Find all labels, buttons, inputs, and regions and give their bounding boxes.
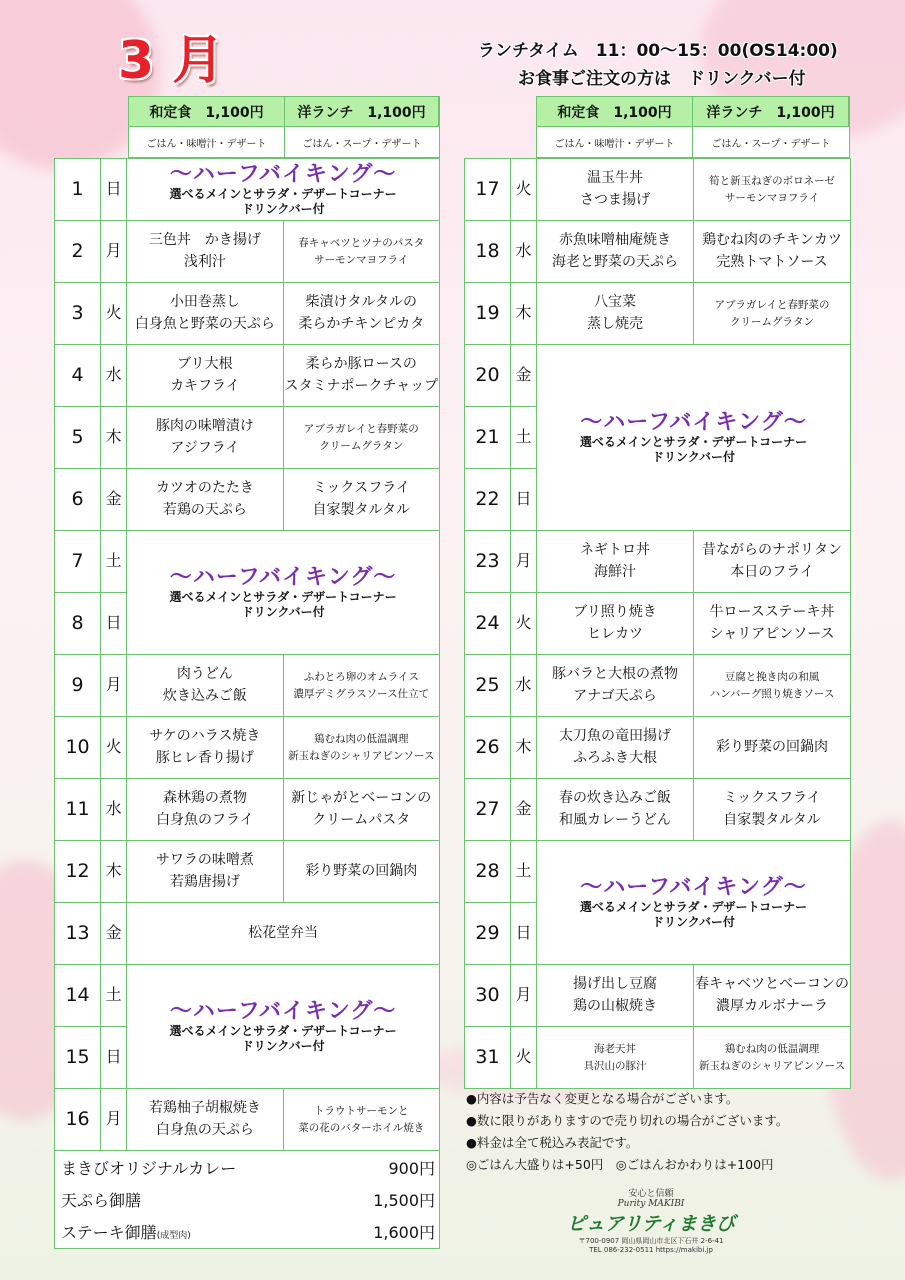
washoku-line: 鶏の山椒焼き [573, 997, 657, 1014]
washoku-line: 赤魚味噌柚庵焼き [559, 231, 671, 248]
washoku-line: 白身魚の天ぷら [155, 1121, 254, 1138]
yoshoku-line: 新玉ねぎのシャリアピンソース [288, 749, 435, 762]
washoku-menu [537, 159, 694, 221]
day-of-week: 火 [101, 283, 127, 345]
day-row [465, 345, 851, 407]
note-line: ●数に限りがありますので売り切れの場合がございます。 [466, 1113, 789, 1128]
yoshoku-line: 自家製タルタル [723, 811, 821, 828]
day-row [55, 221, 440, 283]
day-of-week: 金 [511, 779, 537, 841]
washoku-menu [127, 283, 283, 345]
day-number: 19 [465, 283, 511, 345]
washoku-line: 豚肉の味噌漬け [155, 417, 254, 434]
special-menu: 松花堂弁当 [127, 903, 440, 965]
yoshoku-line: 本日のフライ [730, 563, 814, 580]
buffet-sub: 選べるメインとサラダ・デザートコーナー [169, 590, 397, 605]
yoshoku-line: クリームグラタン [319, 439, 404, 452]
day-of-week: 金 [511, 345, 537, 407]
day-of-week: 土 [511, 841, 537, 903]
day-number: 23 [465, 531, 511, 593]
washoku-line: 海老天丼 [594, 1043, 636, 1056]
washoku-menu [127, 221, 283, 283]
day-of-week: 月 [101, 221, 127, 283]
month-title: 3 月 [118, 31, 225, 91]
washoku-menu [537, 531, 694, 593]
buffet-sub: 選べるメインとサラダ・デザートコーナー [579, 435, 808, 450]
day-row [465, 221, 851, 283]
day-of-week: 木 [101, 407, 127, 469]
yoshoku-line: 筍と新玉ねぎのボロネーゼ [709, 175, 835, 188]
yoshoku-line: ミックスフライ [312, 479, 410, 496]
washoku-menu [127, 407, 283, 469]
day-number: 14 [55, 965, 101, 1027]
day-number: 7 [55, 531, 101, 593]
day-row [465, 655, 851, 717]
day-number: 3 [55, 283, 101, 345]
column-header-right [536, 96, 850, 158]
yoshoku-menu [694, 531, 851, 593]
day-number: 31 [465, 1027, 511, 1089]
logo-name: ピュアリティまきび [566, 1213, 736, 1235]
washoku-menu [537, 221, 694, 283]
day-of-week: 土 [101, 965, 127, 1027]
column-header-left [128, 96, 440, 158]
lunch-time: ランチタイム 11：00〜15：00(OS14:00) [478, 41, 838, 61]
yoshoku-line: 新玉ねぎのシャリアピンソース [698, 1059, 846, 1072]
washoku-line: ブリ大根 [177, 355, 233, 372]
yoshoku-line: 濃厚デミグラスソース仕立て [293, 687, 430, 700]
day-of-week: 火 [511, 1027, 537, 1089]
store-logo [566, 1186, 736, 1254]
washoku-line: 浅利汁 [183, 253, 226, 270]
day-number: 21 [465, 407, 511, 469]
day-of-week: 日 [511, 903, 537, 965]
day-row [465, 1027, 851, 1089]
yoshoku-line: 彩り野菜の回鍋肉 [716, 738, 828, 755]
yoshoku-sub: ごはん・スープ・デザート [302, 138, 422, 150]
day-of-week: 木 [511, 717, 537, 779]
notes [466, 1088, 788, 1176]
day-row [465, 965, 851, 1027]
day-row [55, 407, 440, 469]
day-of-week: 水 [511, 221, 537, 283]
day-of-week: 月 [511, 531, 537, 593]
washoku-menu [127, 841, 283, 903]
buffet-cell [537, 841, 851, 965]
yoshoku-menu [283, 345, 439, 407]
day-number: 25 [465, 655, 511, 717]
washoku-line: サワラの味噌煮 [155, 851, 254, 868]
price-item-note: (成型肉) [156, 1230, 191, 1241]
yoshoku-menu [694, 221, 851, 283]
day-number: 27 [465, 779, 511, 841]
yoshoku-title: 洋ランチ 1,100円 [693, 97, 849, 127]
day-number: 2 [55, 221, 101, 283]
day-row [55, 965, 440, 1027]
yoshoku-line: 新じゃがとベーコンの [291, 789, 432, 806]
day-number: 20 [465, 345, 511, 407]
washoku-menu [537, 779, 694, 841]
yoshoku-line: 柔らか豚ロースの [305, 355, 417, 372]
day-row [55, 469, 440, 531]
day-number: 29 [465, 903, 511, 965]
day-of-week: 土 [101, 531, 127, 593]
buffet-title: 〜ハーフバイキング〜 [580, 875, 807, 901]
washoku-line: 太刀魚の竜田揚げ [559, 727, 671, 744]
washoku-menu [127, 717, 283, 779]
yoshoku-line: 牛ロースステーキ丼 [709, 603, 835, 620]
day-of-week: 日 [101, 1027, 127, 1089]
day-row [465, 159, 851, 221]
day-number: 28 [465, 841, 511, 903]
day-row [465, 779, 851, 841]
washoku-line: 豚ヒレ香り揚げ [155, 749, 254, 766]
washoku-line: 具沢山の豚汁 [583, 1059, 647, 1072]
yoshoku-line: アブラガレイと春野菜の [714, 299, 830, 312]
washoku-menu [127, 779, 283, 841]
yoshoku-line: スタミナポークチャップ [284, 377, 439, 394]
washoku-line: 炊き込みご飯 [162, 687, 247, 704]
day-row [55, 841, 440, 903]
day-of-week: 日 [511, 469, 537, 531]
logo-brand-en: Purity MAKIBI [617, 1199, 685, 1209]
day-row [55, 531, 440, 593]
day-row [55, 283, 440, 345]
drink-bar-note: お食事ご注文の方は ドリンクバー付 [518, 69, 806, 89]
logo-tagline: 安心と信頼 [628, 1189, 674, 1199]
yoshoku-menu [694, 717, 851, 779]
menu-table-left [54, 158, 440, 1151]
washoku-menu [537, 717, 694, 779]
day-of-week: 日 [101, 159, 127, 221]
day-number: 16 [55, 1089, 101, 1151]
buffet-sub: ドリンクバー付 [241, 1038, 325, 1053]
washoku-menu [127, 345, 283, 407]
washoku-line: ブリ照り焼き [573, 603, 657, 620]
washoku-sub: ごはん・味噌汁・デザート [129, 127, 285, 157]
washoku-menu [537, 283, 694, 345]
washoku-line: 小田巻蒸し [169, 293, 240, 310]
yoshoku-line: ふわとろ卵のオムライス [303, 671, 419, 684]
yoshoku-menu [283, 779, 439, 841]
yoshoku-menu [283, 221, 439, 283]
washoku-line: ふろふき大根 [573, 749, 657, 766]
yoshoku-line: ハンバーグ照り焼きソース [709, 687, 835, 700]
washoku-line: 豚バラと大根の煮物 [552, 665, 678, 682]
buffet-sub: ドリンクバー付 [651, 914, 736, 929]
yoshoku-line: 昔ながらのナポリタン [702, 541, 842, 558]
washoku-menu [127, 469, 283, 531]
day-of-week: 水 [511, 655, 537, 717]
buffet-title: 〜ハーフバイキング〜 [169, 565, 397, 591]
yoshoku-menu [283, 1089, 439, 1151]
washoku-line: ヒレカツ [587, 625, 643, 642]
day-number: 5 [55, 407, 101, 469]
washoku-line: アジフライ [170, 439, 240, 456]
day-number: 12 [55, 841, 101, 903]
day-number: 18 [465, 221, 511, 283]
price-item-value: 1,600円 [373, 1222, 435, 1242]
buffet-sub: 選べるメインとサラダ・デザートコーナー [579, 900, 808, 915]
price-row [55, 1151, 439, 1183]
day-row [465, 531, 851, 593]
yoshoku-line: 春キャベツとベーコンの [695, 975, 849, 992]
yoshoku-line: シャリアピンソース [709, 625, 835, 642]
note-line: ●料金は全て税込み表記です。 [466, 1135, 639, 1150]
day-number: 4 [55, 345, 101, 407]
buffet-sub: ドリンクバー付 [241, 604, 325, 619]
price-item-value: 900円 [388, 1158, 435, 1178]
day-row [55, 655, 440, 717]
yoshoku-menu [283, 717, 439, 779]
washoku-menu [127, 655, 283, 717]
day-of-week: 木 [511, 283, 537, 345]
washoku-line: アナゴ天ぷら [573, 687, 657, 704]
yoshoku-line: 柔らかチキンピカタ [298, 315, 425, 332]
yoshoku-line: トラウトサーモンと [314, 1105, 409, 1118]
washoku-line: カツオのたたき [155, 479, 254, 496]
washoku-menu [537, 965, 694, 1027]
buffet-sub: 選べるメインとサラダ・デザートコーナー [169, 1024, 397, 1039]
yoshoku-menu [694, 1027, 851, 1089]
day-number: 8 [55, 593, 101, 655]
washoku-menu [537, 1027, 694, 1089]
washoku-line: 八宝菜 [594, 293, 636, 310]
yoshoku-line: 柴漬けタルタルの [305, 293, 417, 310]
yoshoku-line: サーモンマヨフライ [724, 191, 820, 204]
day-number: 13 [55, 903, 101, 965]
day-number: 6 [55, 469, 101, 531]
washoku-line: カキフライ [170, 377, 240, 394]
yoshoku-menu [694, 779, 851, 841]
washoku-line: 森林鶏の煮物 [162, 789, 247, 806]
day-row [465, 841, 851, 903]
day-number: 22 [465, 469, 511, 531]
day-row [55, 903, 440, 965]
day-row [465, 593, 851, 655]
day-of-week: 金 [101, 469, 127, 531]
washoku-line: 蒸し焼売 [587, 315, 643, 332]
washoku-line: さつま揚げ [580, 191, 650, 208]
day-of-week: 日 [101, 593, 127, 655]
washoku-line: 三色丼 かき揚げ [148, 231, 261, 248]
day-of-week: 土 [511, 407, 537, 469]
yoshoku-line: 自家製タルタル [312, 501, 410, 518]
buffet-cell [127, 159, 440, 221]
day-row [55, 779, 440, 841]
yoshoku-line: クリームパスタ [312, 811, 411, 828]
day-of-week: 火 [101, 717, 127, 779]
day-number: 24 [465, 593, 511, 655]
buffet-cell [127, 965, 440, 1089]
washoku-line: 揚げ出し豆腐 [573, 975, 657, 992]
day-of-week: 水 [101, 345, 127, 407]
washoku-line: ネギトロ丼 [580, 541, 650, 558]
buffet-title: 〜ハーフバイキング〜 [580, 410, 807, 436]
washoku-line: 肉うどん [176, 665, 233, 682]
yoshoku-menu [283, 283, 439, 345]
day-of-week: 月 [511, 965, 537, 1027]
price-item-name: ステーキ御膳 [61, 1222, 157, 1242]
washoku-line: 海鮮汁 [594, 563, 636, 580]
yoshoku-menu [694, 159, 851, 221]
day-of-week: 火 [511, 593, 537, 655]
washoku-line: 白身魚のフライ [156, 811, 254, 828]
yoshoku-menu [283, 469, 439, 531]
yoshoku-line: サーモンマヨフライ [314, 253, 409, 266]
logo-contact: TEL 086-232-0511 https://makibi.jp [589, 1246, 713, 1254]
washoku-line: 温玉牛丼 [587, 169, 643, 186]
washoku-line: 海老と野菜の天ぷら [552, 253, 678, 270]
yoshoku-line: 鶏むね肉の低温調理 [314, 733, 409, 746]
note-line: ●内容は予告なく変更となる場合がございます。 [466, 1091, 739, 1106]
price-item-value: 1,500円 [373, 1190, 435, 1210]
day-of-week: 月 [101, 1089, 127, 1151]
logo-address: 〒700-0907 岡山県岡山市北区下石井 2-6-41 [578, 1237, 724, 1245]
yoshoku-line: 彩り野菜の回鍋肉 [305, 862, 418, 879]
day-of-week: 月 [101, 655, 127, 717]
yoshoku-menu [694, 655, 851, 717]
buffet-sub: 選べるメインとサラダ・デザートコーナー [169, 187, 397, 202]
yoshoku-menu [694, 965, 851, 1027]
yoshoku-line: 豆腐と挽き肉の和風 [724, 671, 820, 684]
buffet-title: 〜ハーフバイキング〜 [169, 162, 397, 188]
yoshoku-menu [694, 593, 851, 655]
washoku-menu [127, 1089, 283, 1151]
buffet-cell [127, 531, 440, 655]
price-row [55, 1215, 439, 1247]
washoku-line: サケのハラス焼き [149, 727, 261, 744]
yoshoku-line: 濃厚カルボナーラ [716, 997, 828, 1014]
price-item-name: まきびオリジナルカレー [61, 1158, 237, 1178]
yoshoku-line: 春キャベツとツナのパスタ [298, 237, 425, 250]
buffet-cell [537, 345, 851, 531]
yoshoku-line: 鶏むね肉の低温調理 [724, 1043, 820, 1056]
day-of-week: 金 [101, 903, 127, 965]
washoku-line: 白身魚と野菜の天ぷら [134, 315, 275, 332]
price-row [55, 1183, 439, 1215]
day-row [55, 159, 440, 221]
day-row [465, 717, 851, 779]
yoshoku-sub: ごはん・スープ・デザート [711, 138, 831, 150]
washoku-menu [537, 593, 694, 655]
day-number: 17 [465, 159, 511, 221]
yoshoku-line: 菜の花のバターホイル焼き [298, 1121, 425, 1134]
yoshoku-line: アブラガレイと春野菜の [303, 423, 419, 436]
yoshoku-menu [694, 283, 851, 345]
menu-table-right [464, 158, 851, 1089]
yoshoku-menu [283, 841, 439, 903]
yoshoku-line: ミックスフライ [723, 789, 821, 806]
yoshoku-line: 鶏むね肉のチキンカツ [702, 231, 842, 248]
price-list [54, 1150, 440, 1249]
washoku-line: 若鶏柚子胡椒焼き [148, 1099, 261, 1116]
washoku-line: 和風カレーうどん [559, 811, 671, 828]
day-of-week: 火 [511, 159, 537, 221]
yoshoku-menu [283, 407, 439, 469]
washoku-line: 春の炊き込みご飯 [559, 789, 671, 806]
washoku-line: 若鶏唐揚げ [169, 873, 240, 890]
day-number: 26 [465, 717, 511, 779]
buffet-sub: ドリンクバー付 [241, 201, 325, 216]
day-number: 1 [55, 159, 101, 221]
day-row [55, 717, 440, 779]
day-row [465, 283, 851, 345]
day-number: 10 [55, 717, 101, 779]
price-item-name: 天ぷら御膳 [61, 1190, 142, 1210]
buffet-title: 〜ハーフバイキング〜 [169, 999, 397, 1025]
day-row [55, 1089, 440, 1151]
day-number: 9 [55, 655, 101, 717]
yoshoku-line: クリームグラタン [730, 315, 814, 328]
washoku-title: 和定食 1,100円 [537, 97, 693, 127]
yoshoku-menu [283, 655, 439, 717]
buffet-sub: ドリンクバー付 [651, 449, 736, 464]
day-of-week: 水 [101, 779, 127, 841]
day-number: 11 [55, 779, 101, 841]
washoku-sub: ごはん・味噌汁・デザート [537, 127, 693, 157]
note-line: ◎ごはん大盛りは+50円 ◎ごはんおかわりは+100円 [466, 1157, 774, 1172]
day-of-week: 木 [101, 841, 127, 903]
yoshoku-title: 洋ランチ 1,100円 [285, 97, 439, 127]
washoku-line: 若鶏の天ぷら [162, 501, 247, 518]
day-row [55, 345, 440, 407]
washoku-title: 和定食 1,100円 [129, 97, 285, 127]
washoku-menu [537, 655, 694, 717]
yoshoku-line: 完熟トマトソース [716, 253, 828, 270]
day-number: 15 [55, 1027, 101, 1089]
day-number: 30 [465, 965, 511, 1027]
